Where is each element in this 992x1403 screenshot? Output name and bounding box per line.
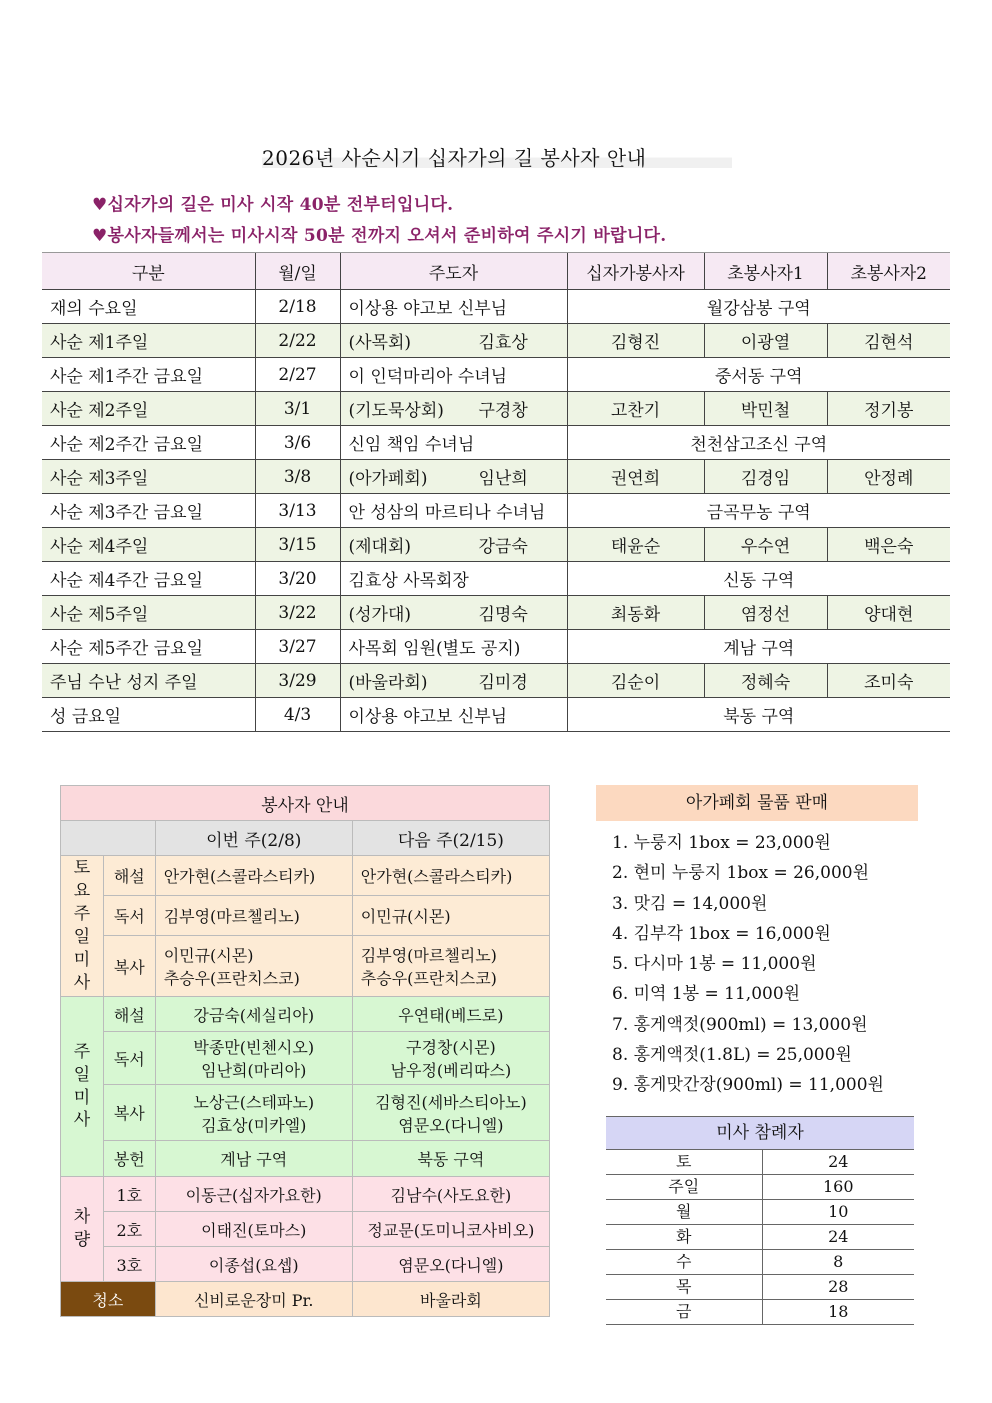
mass-day: 수 [606, 1250, 762, 1275]
volunteer-role: 독서 [103, 1032, 155, 1085]
mass-row [606, 1225, 914, 1250]
candle-volunteer-1: 박민철 [704, 392, 827, 426]
schedule-row [42, 324, 950, 358]
schedule-division: 사순 제3주일 [42, 460, 255, 494]
leader-name: 강금숙 [478, 537, 528, 557]
candle-volunteer-2: 김현석 [827, 324, 950, 358]
volunteer-row [61, 896, 550, 936]
mass-day: 토 [606, 1150, 762, 1175]
volunteer-this-week: 김부영(마르첼리노) [155, 896, 352, 936]
schedule-row [42, 596, 950, 630]
volunteer-this-week: 이종섭(요셉) [155, 1247, 352, 1282]
volunteer-next-week: 구경창(시몬) 남우정(베리따스) [352, 1032, 549, 1085]
schedule-row [42, 528, 950, 562]
schedule-division: 사순 제3주간 금요일 [42, 494, 255, 528]
district-volunteer: 천천삼고조신 구역 [567, 426, 950, 460]
schedule-leader [340, 460, 567, 494]
schedule-row [42, 494, 950, 528]
schedule-date: 2/22 [255, 324, 340, 358]
header-candle1: 초봉사자1 [704, 253, 827, 290]
leader-group: (사목회) [348, 333, 412, 353]
volunteer-next-week: 북동 구역 [352, 1141, 549, 1177]
mass-count: 8 [762, 1250, 914, 1275]
agape-item: 2. 현미 누룽지 1box = 26,000원 [612, 863, 870, 884]
group-label-text: 주일미사 [73, 1041, 91, 1131]
volunteer-row [61, 856, 550, 896]
agape-list [612, 828, 884, 1101]
schedule-leader [340, 358, 567, 392]
leader-name: 이상용 야고보 신부님 [348, 299, 508, 319]
schedule-row [42, 664, 950, 698]
cleaning-this-week: 신비로운장미 Pr. [155, 1282, 352, 1317]
mass-day: 목 [606, 1275, 762, 1300]
agape-item: 5. 다시마 1봉 = 11,000원 [612, 954, 817, 975]
agape-title: 아가페회 물품 판매 [596, 785, 918, 821]
volunteer-row [61, 997, 550, 1032]
volunteer-next-week: 김형진(세바스티아노) 염문오(다니엘) [352, 1085, 549, 1141]
volunteer-role: 독서 [103, 896, 155, 936]
schedule-header-row [42, 253, 950, 290]
district-volunteer: 북동 구역 [567, 698, 950, 732]
candle-volunteer-1: 염정선 [704, 596, 827, 630]
leader-name: 김명숙 [478, 605, 528, 625]
schedule-leader [340, 324, 567, 358]
volunteer-row [61, 1141, 550, 1177]
cross-volunteer: 김순이 [567, 664, 704, 698]
schedule-division: 성 금요일 [42, 698, 255, 732]
schedule-division: 사순 제5주일 [42, 596, 255, 630]
schedule-leader [340, 426, 567, 460]
mass-day: 주일 [606, 1175, 762, 1200]
header-date: 월/일 [255, 253, 340, 290]
schedule-date: 3/22 [255, 596, 340, 630]
notice-line-1: ♥십자가의 길은 미사 시작 40분 전부터입니다. [92, 195, 454, 215]
candle-volunteer-2: 정기봉 [827, 392, 950, 426]
leader-name: 이상용 야고보 신부님 [348, 707, 508, 727]
header-cross: 십자가봉사자 [567, 253, 704, 290]
volunteer-corner [61, 821, 156, 856]
volunteer-next-week: 김부영(마르첼리노) 추승우(프란치스코) [352, 936, 549, 997]
volunteer-row [61, 1032, 550, 1085]
volunteer-table [60, 785, 550, 1317]
agape-item: 3. 맛김 = 14,000원 [612, 893, 768, 914]
schedule-row [42, 562, 950, 596]
volunteer-this-week: 이태진(토마스) [155, 1212, 352, 1247]
volunteer-role: 해설 [103, 997, 155, 1032]
schedule-date: 2/27 [255, 358, 340, 392]
mass-attendance-table [606, 1116, 914, 1325]
leader-name: 안 성삼의 마르티나 수녀님 [348, 503, 546, 523]
district-volunteer: 중서동 구역 [567, 358, 950, 392]
volunteer-role: 해설 [103, 856, 155, 896]
schedule-leader [340, 392, 567, 426]
volunteer-role: 2호 [103, 1212, 155, 1247]
schedule-division: 사순 제1주간 금요일 [42, 358, 255, 392]
schedule-row [42, 426, 950, 460]
volunteer-this-week: 강금숙(세실리아) [155, 997, 352, 1032]
volunteer-this-week: 노상근(스테파노) 김효상(미카엘) [155, 1085, 352, 1141]
schedule-division: 사순 제5주간 금요일 [42, 630, 255, 664]
mass-day: 금 [606, 1300, 762, 1325]
cross-volunteer: 고찬기 [567, 392, 704, 426]
volunteer-row [61, 1177, 550, 1212]
schedule-date: 3/29 [255, 664, 340, 698]
schedule-leader [340, 664, 567, 698]
schedule-division: 주님 수난 성지 주일 [42, 664, 255, 698]
volunteer-group-label [61, 997, 104, 1177]
mass-row [606, 1200, 914, 1225]
schedule-date: 2/18 [255, 290, 340, 324]
district-volunteer: 월강삼봉 구역 [567, 290, 950, 324]
volunteer-row [61, 936, 550, 997]
schedule-leader [340, 290, 567, 324]
schedule-row [42, 460, 950, 494]
district-volunteer: 금곡무농 구역 [567, 494, 950, 528]
agape-item: 7. 홍게액젓(900ml) = 13,000원 [612, 1014, 868, 1035]
leader-name: 이 인덕마리아 수녀님 [348, 367, 508, 387]
volunteer-row [61, 1212, 550, 1247]
schedule-division: 사순 제2주일 [42, 392, 255, 426]
volunteer-role: 봉헌 [103, 1141, 155, 1177]
leader-name: 김효상 [478, 333, 528, 353]
schedule-date: 4/3 [255, 698, 340, 732]
schedule-row [42, 358, 950, 392]
mass-day: 월 [606, 1200, 762, 1225]
schedule-leader [340, 528, 567, 562]
schedule-leader [340, 562, 567, 596]
schedule-table [42, 252, 950, 732]
cross-volunteer: 최동화 [567, 596, 704, 630]
mass-row [606, 1300, 914, 1325]
mass-count: 18 [762, 1300, 914, 1325]
this-week-header: 이번 주(2/8) [155, 821, 352, 856]
schedule-row [42, 630, 950, 664]
volunteer-this-week: 안가현(스콜라스티카) [155, 856, 352, 896]
header-candle2: 초봉사자2 [827, 253, 950, 290]
mass-count: 28 [762, 1275, 914, 1300]
schedule-date: 3/20 [255, 562, 340, 596]
volunteer-role: 1호 [103, 1177, 155, 1212]
candle-volunteer-2: 안정례 [827, 460, 950, 494]
schedule-date: 3/15 [255, 528, 340, 562]
leader-group: (기도묵상회) [348, 401, 444, 421]
cross-volunteer: 권연희 [567, 460, 704, 494]
leader-group: (제대회) [348, 537, 412, 557]
schedule-leader [340, 596, 567, 630]
next-week-header: 다음 주(2/15) [352, 821, 549, 856]
candle-volunteer-1: 정혜숙 [704, 664, 827, 698]
volunteer-title: 봉사자 안내 [61, 786, 550, 821]
mass-row [606, 1150, 914, 1175]
mass-count: 10 [762, 1200, 914, 1225]
schedule-date: 3/13 [255, 494, 340, 528]
notice-line-2: ♥봉사자들께서는 미사시작 50분 전까지 오셔서 준비하여 주시기 바랍니다. [92, 226, 667, 246]
schedule-division: 사순 제2주간 금요일 [42, 426, 255, 460]
leader-group: (아가페회) [348, 469, 428, 489]
volunteer-this-week: 이민규(시몬) 추승우(프란치스코) [155, 936, 352, 997]
schedule-division: 재의 수요일 [42, 290, 255, 324]
leader-name: 구경창 [478, 401, 528, 421]
mass-row [606, 1250, 914, 1275]
schedule-division: 사순 제4주간 금요일 [42, 562, 255, 596]
agape-item: 6. 미역 1봉 = 11,000원 [612, 984, 801, 1005]
group-label-text: 차량 [73, 1207, 91, 1250]
volunteer-row [61, 1085, 550, 1141]
volunteer-role: 3호 [103, 1247, 155, 1282]
schedule-date: 3/6 [255, 426, 340, 460]
leader-name: 사목회 임원(별도 공지) [348, 639, 521, 659]
volunteer-next-week: 우연태(베드로) [352, 997, 549, 1032]
volunteer-group-label [61, 856, 104, 997]
volunteer-next-week: 정교문(도미니코사비오) [352, 1212, 549, 1247]
district-volunteer: 계남 구역 [567, 630, 950, 664]
agape-item: 4. 김부각 1box = 16,000원 [612, 923, 831, 944]
volunteer-next-week: 김남수(사도요한) [352, 1177, 549, 1212]
leader-group: (바울라회) [348, 673, 428, 693]
volunteer-row [61, 1247, 550, 1282]
cross-volunteer: 김형진 [567, 324, 704, 358]
agape-item: 1. 누룽지 1box = 23,000원 [612, 833, 831, 853]
volunteer-this-week: 계남 구역 [155, 1141, 352, 1177]
schedule-date: 3/1 [255, 392, 340, 426]
mass-count: 160 [762, 1175, 914, 1200]
candle-volunteer-2: 조미숙 [827, 664, 950, 698]
leader-name: 임난희 [478, 469, 528, 489]
schedule-row [42, 392, 950, 426]
mass-row [606, 1175, 914, 1200]
mass-title: 미사 참례자 [606, 1117, 914, 1150]
candle-volunteer-1: 김경임 [704, 460, 827, 494]
volunteer-next-week: 안가현(스콜라스티카) [352, 856, 549, 896]
cleaning-next-week: 바울라회 [352, 1282, 549, 1317]
volunteer-group-label [61, 1177, 104, 1282]
schedule-division: 사순 제1주일 [42, 324, 255, 358]
leader-group: (성가대) [348, 605, 412, 625]
leader-name: 김효상 사목회장 [348, 571, 469, 591]
mass-count: 24 [762, 1225, 914, 1250]
mass-day: 화 [606, 1225, 762, 1250]
schedule-leader [340, 494, 567, 528]
mass-count: 24 [762, 1150, 914, 1175]
mass-row [606, 1275, 914, 1300]
header-lead: 주도자 [340, 253, 567, 290]
schedule-division: 사순 제4주일 [42, 528, 255, 562]
schedule-leader [340, 630, 567, 664]
schedule-date: 3/27 [255, 630, 340, 664]
schedule-row [42, 698, 950, 732]
candle-volunteer-1: 이광열 [704, 324, 827, 358]
leader-name: 신임 책임 수녀님 [348, 435, 475, 455]
volunteer-role: 복사 [103, 1085, 155, 1141]
candle-volunteer-2: 양대현 [827, 596, 950, 630]
volunteer-next-week: 염문오(다니엘) [352, 1247, 549, 1282]
volunteer-this-week: 이동근(십자가요한) [155, 1177, 352, 1212]
leader-name: 김미경 [478, 673, 528, 693]
volunteer-this-week: 박종만(빈첸시오) 임난희(마리아) [155, 1032, 352, 1085]
schedule-row [42, 290, 950, 324]
cleaning-row [61, 1282, 550, 1317]
candle-volunteer-2: 백은숙 [827, 528, 950, 562]
schedule-date: 3/8 [255, 460, 340, 494]
cross-volunteer: 태윤순 [567, 528, 704, 562]
candle-volunteer-1: 우수연 [704, 528, 827, 562]
volunteer-role: 복사 [103, 936, 155, 997]
schedule-leader [340, 698, 567, 732]
agape-item: 9. 홍게맛간장(900ml) = 11,000원 [612, 1075, 884, 1096]
agape-item: 8. 홍게액젓(1.8L) = 25,000원 [612, 1045, 852, 1066]
header-div: 구분 [42, 253, 255, 290]
group-label-text: 토요주일미사 [73, 858, 91, 993]
volunteer-next-week: 이민규(시몬) [352, 896, 549, 936]
district-volunteer: 신동 구역 [567, 562, 950, 596]
page-title: 2026년 사순시기 십자가의 길 봉사자 안내 [262, 142, 732, 168]
cleaning-label: 청소 [61, 1282, 156, 1317]
